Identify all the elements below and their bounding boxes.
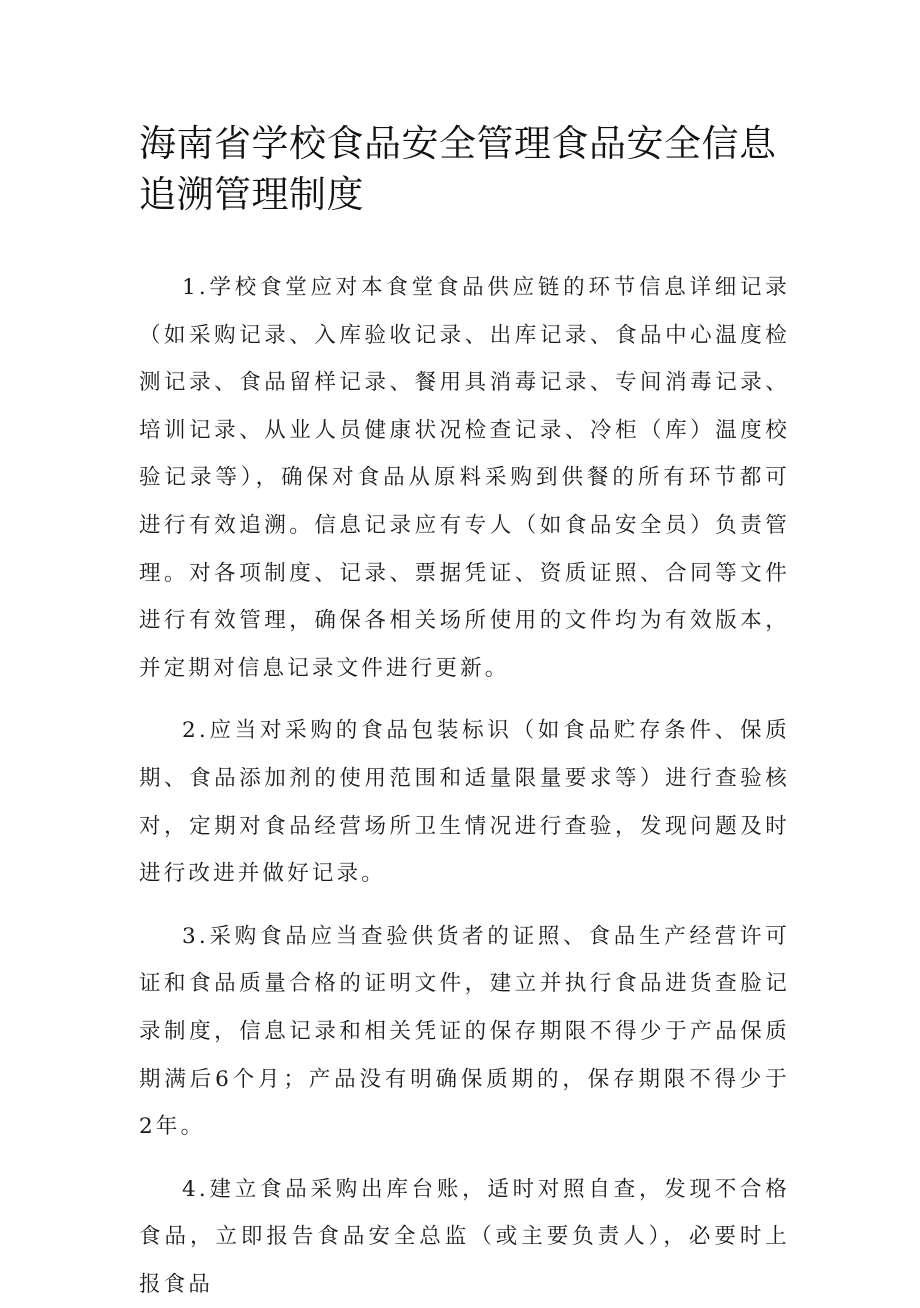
document-body: [139, 264, 790, 1308]
paragraph-2: 2.应当对采购的食品包装标识（如食品贮存条件、保质期、食品添加剂的使用范围和适量限量要求等）进行查验核对，定期对食品经营场所卫生情况进行查验，发现问题及时进行改进并做好记录。: [139, 718, 790, 887]
paragraph-1: 1.学校食堂应对本食堂食品供应链的环节信息详细记录（如采购记录、入库验收记录、出库记录、食品中心温度检测记录、食品留样记录、餐用具消毒记录、专间消毒记录、培训记录、从业人员健康状况检查记录、冷柜（库）温度校验记录等），确保对食品从原料采购到供餐的所有环节都可进行有效追溯。信息记录应有专人（如食品安全员）负责管理。对各项制度、记录、票据凭证、资质证照、合同等文件进行有效管理，确保各相关场所使用的文件均为有效版本，并定期对信息记录文件进行更新。: [139, 275, 790, 681]
paragraph-4: 4.建立食品采购出库台账，适时对照自查，发现不合格食品，立即报告食品安全总监（或主要负责人），必要时上报食品: [139, 1176, 790, 1297]
paragraph-3: 3.采购食品应当查验供货者的证照、食品生产经营许可证和食品质量合格的证明文件，建立并执行食品进货查脸记录制度，信息记录和相关凭证的保存期限不得少于产品保质期满后6个月；产品没有明确保质期的，保存期限不得少于2年。: [139, 923, 790, 1140]
document-title: 海南省学校食品安全管理食品安全信息追溯管理制度: [139, 122, 777, 216]
